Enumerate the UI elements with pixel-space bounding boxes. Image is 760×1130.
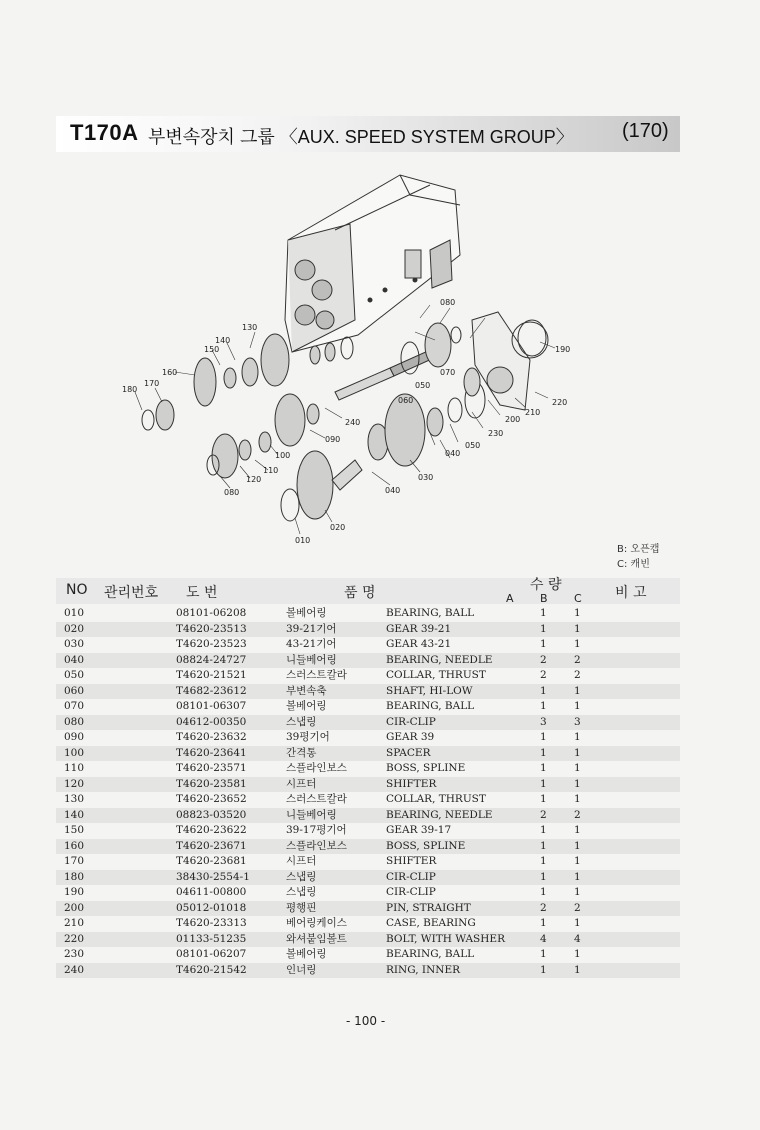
row-qty-c: 1 (574, 886, 581, 898)
row-qty-c: 2 (574, 901, 581, 914)
header-quantity: 수 량 (530, 577, 562, 593)
row-name-kr: 니들베어링 (286, 653, 337, 666)
table-row (56, 963, 680, 979)
row-no: 070 (64, 700, 85, 712)
row-part-number: T4620-23671 (176, 839, 247, 852)
row-qty-b: 1 (540, 824, 547, 836)
callout-050-right: 050 (465, 441, 481, 450)
row-qty-c: 2 (574, 669, 581, 681)
row-qty-b: 1 (540, 731, 547, 743)
row-qty-b: 1 (540, 746, 547, 759)
row-part-number: 04612-00350 (176, 715, 247, 728)
callout-230: 230 (488, 429, 504, 438)
row-qty-b: 1 (540, 793, 547, 805)
row-qty-b: 1 (540, 700, 547, 712)
callout-050-top: 050 (415, 381, 431, 390)
row-qty-b: 1 (540, 684, 547, 697)
row-part-number: T4620-21542 (176, 963, 247, 976)
row-name-en: CIR-CLIP (386, 886, 436, 898)
row-no: 140 (64, 808, 85, 821)
row-name-en: RING, INNER (386, 963, 461, 976)
row-name-en: CASE, BEARING (386, 917, 476, 929)
row-part-number: T4620-23581 (176, 777, 247, 790)
row-no: 130 (64, 793, 85, 805)
table-row (56, 699, 680, 715)
row-part-number: T4620-23313 (176, 917, 247, 929)
row-part-number: 08101-06307 (176, 700, 247, 712)
row-part-number: 04611-00800 (176, 886, 247, 898)
row-name-kr: 스냅링 (286, 870, 317, 883)
row-part-number: T4682-23612 (176, 684, 247, 697)
row-name-en: COLLAR, THRUST (386, 793, 486, 805)
row-no: 020 (64, 622, 85, 635)
table-row (56, 885, 680, 901)
row-name-en: CIR-CLIP (386, 870, 436, 883)
page-number: - 100 - (346, 1014, 386, 1028)
row-qty-b: 2 (540, 901, 547, 914)
row-qty-b: 1 (540, 622, 547, 635)
row-no: 150 (64, 824, 85, 836)
row-qty-b: 1 (540, 762, 547, 774)
header-part-name: 품 명 (344, 585, 376, 601)
table-row (56, 668, 680, 684)
row-no: 050 (64, 669, 85, 681)
table-row (56, 823, 680, 839)
table-row (56, 916, 680, 932)
row-qty-b: 1 (540, 963, 547, 976)
table-row (56, 808, 680, 824)
row-name-kr: 39-21기어 (286, 622, 337, 635)
row-qty-b: 1 (540, 855, 547, 867)
callout-070: 070 (440, 368, 456, 377)
row-name-en: SHIFTER (386, 855, 437, 867)
row-no: 160 (64, 839, 85, 852)
row-name-en: GEAR 43-21 (386, 638, 452, 650)
row-name-kr: 볼베어링 (286, 948, 327, 960)
row-name-en: BEARING, BALL (386, 700, 475, 712)
table-row (56, 637, 680, 653)
table-row (56, 730, 680, 746)
row-name-en: SPACER (386, 746, 431, 759)
row-qty-c: 1 (574, 700, 581, 712)
table-row (56, 839, 680, 855)
header-no: NO (66, 582, 88, 598)
row-name-kr: 스냅링 (286, 886, 317, 898)
row-part-number: 38430-2554-1 (176, 870, 250, 883)
row-part-number: 05012-01018 (176, 901, 247, 914)
row-no: 120 (64, 777, 85, 790)
row-name-kr: 와셔붙임볼트 (286, 932, 347, 945)
row-name-kr: 스러스트칼라 (286, 669, 347, 681)
table-row (56, 746, 680, 762)
callout-140: 140 (215, 336, 231, 345)
row-qty-b: 1 (540, 839, 547, 852)
row-part-number: T4620-23571 (176, 762, 247, 774)
row-no: 040 (64, 653, 85, 666)
row-qty-c: 1 (574, 824, 581, 836)
table-row (56, 777, 680, 793)
row-part-number: 08101-06208 (176, 607, 247, 619)
row-qty-c: 1 (574, 607, 581, 619)
row-name-en: GEAR 39-17 (386, 824, 452, 836)
row-name-kr: 니들베어링 (286, 808, 337, 821)
row-name-kr: 스플라인보스 (286, 762, 347, 774)
row-no: 230 (64, 948, 85, 960)
callout-120: 120 (246, 475, 262, 484)
row-name-en: BOSS, SPLINE (386, 762, 466, 774)
row-qty-c: 1 (574, 746, 581, 759)
bearing-case (472, 312, 548, 410)
row-part-number: 01133-51235 (176, 932, 247, 945)
row-qty-c: 1 (574, 622, 581, 635)
row-name-en: BEARING, BALL (386, 948, 475, 960)
row-part-number: T4620-23681 (176, 855, 247, 867)
legend-c: C: 캐빈 (617, 559, 650, 570)
callout-150: 150 (204, 345, 220, 354)
row-name-en: SHAFT, HI-LOW (386, 684, 473, 697)
row-part-number: 08823-03520 (176, 808, 247, 821)
table-row (56, 761, 680, 777)
callout-170: 170 (144, 379, 160, 388)
row-no: 190 (64, 886, 85, 898)
row-name-en: BOLT, WITH WASHER (386, 932, 505, 945)
exploded-parts-diagram (100, 160, 620, 560)
row-name-kr: 인너링 (286, 963, 317, 976)
header-qty-c: C (574, 592, 582, 605)
row-name-en: BOSS, SPLINE (386, 839, 466, 852)
row-no: 010 (64, 607, 85, 619)
table-row (56, 932, 680, 948)
row-qty-b: 1 (540, 917, 547, 929)
row-qty-c: 1 (574, 948, 581, 960)
row-qty-b: 2 (540, 808, 547, 821)
callout-090: 090 (325, 435, 341, 444)
page-code: (170) (622, 120, 669, 142)
row-part-number: T4620-23641 (176, 746, 247, 759)
row-part-number: T4620-23513 (176, 622, 247, 635)
row-no: 030 (64, 638, 85, 650)
row-qty-b: 1 (540, 638, 547, 650)
table-row (56, 622, 680, 638)
row-no: 180 (64, 870, 85, 883)
callout-210: 210 (525, 408, 541, 417)
table-row (56, 715, 680, 731)
row-part-number: T4620-23622 (176, 824, 247, 836)
row-no: 060 (64, 684, 85, 697)
callout-010: 010 (295, 536, 311, 545)
table-row (56, 606, 680, 622)
row-no: 200 (64, 901, 85, 914)
header-remarks: 비 고 (615, 585, 647, 601)
row-qty-b: 1 (540, 777, 547, 790)
callout-040-bottom: 040 (385, 486, 401, 495)
row-qty-b: 1 (540, 607, 547, 619)
table-row (56, 901, 680, 917)
callout-080-bottom: 080 (224, 488, 240, 497)
row-qty-c: 1 (574, 917, 581, 929)
callout-240: 240 (345, 418, 361, 427)
page-title: 부변속장치 그룹 〈AUX. SPEED SYSTEM GROUP〉 (148, 127, 574, 147)
row-name-kr: 스플라인보스 (286, 839, 347, 852)
callout-080-top: 080 (440, 298, 456, 307)
row-qty-c: 1 (574, 870, 581, 883)
row-qty-c: 2 (574, 653, 581, 666)
legend (617, 542, 659, 572)
row-qty-c: 1 (574, 638, 581, 650)
callout-190: 190 (555, 345, 571, 354)
row-name-en: GEAR 39 (386, 731, 435, 743)
row-no: 170 (64, 855, 85, 867)
row-qty-b: 3 (540, 715, 547, 728)
row-qty-b: 1 (540, 948, 547, 960)
row-name-en: PIN, STRAIGHT (386, 901, 471, 914)
table-row (56, 684, 680, 700)
header-drawing-no: 도 번 (186, 585, 218, 601)
callout-020: 020 (330, 523, 346, 532)
row-part-number: 08824-24727 (176, 653, 247, 666)
row-name-en: BEARING, BALL (386, 607, 475, 619)
row-name-en: BEARING, NEEDLE (386, 653, 493, 666)
callout-220: 220 (552, 398, 568, 407)
row-name-en: BEARING, NEEDLE (386, 808, 493, 821)
callout-160: 160 (162, 368, 178, 377)
row-no: 240 (64, 963, 85, 976)
callout-130: 130 (242, 323, 258, 332)
row-qty-c: 1 (574, 839, 581, 852)
parts-table (56, 606, 680, 978)
table-row (56, 870, 680, 886)
row-name-kr: 39-17평기어 (286, 824, 347, 836)
row-qty-b: 4 (540, 932, 547, 945)
table-row (56, 792, 680, 808)
callout-200: 200 (505, 415, 521, 424)
row-name-kr: 볼베어링 (286, 700, 327, 712)
row-qty-c: 1 (574, 963, 581, 976)
table-row (56, 854, 680, 870)
callout-180: 180 (122, 385, 138, 394)
row-qty-b: 1 (540, 870, 547, 883)
row-name-en: CIR-CLIP (386, 715, 436, 728)
legend-b: B: 오픈캡 (617, 544, 660, 555)
header-mgmt-no: 관리번호 (104, 585, 159, 601)
row-qty-c: 1 (574, 793, 581, 805)
row-qty-c: 1 (574, 762, 581, 774)
left-gear-cluster (142, 334, 353, 430)
row-qty-c: 1 (574, 684, 581, 697)
row-qty-c: 1 (574, 855, 581, 867)
row-part-number: T4620-23632 (176, 731, 247, 743)
row-qty-c: 1 (574, 777, 581, 790)
row-name-kr: 간격통 (286, 746, 317, 759)
callout-040-right: 040 (445, 449, 461, 458)
row-name-kr: 43-21기어 (286, 638, 337, 650)
row-no: 100 (64, 746, 85, 759)
row-qty-c: 2 (574, 808, 581, 821)
row-qty-c: 1 (574, 731, 581, 743)
row-part-number: T4620-23652 (176, 793, 247, 805)
callout-060: 060 (398, 396, 414, 405)
row-part-number: T4620-21521 (176, 669, 247, 681)
row-name-en: COLLAR, THRUST (386, 669, 486, 681)
row-name-en: GEAR 39-21 (386, 622, 452, 635)
callout-030: 030 (418, 473, 434, 482)
table-row (56, 653, 680, 669)
row-name-kr: 39평기어 (286, 731, 330, 743)
row-name-kr: 스냅링 (286, 715, 317, 728)
row-name-en: SHIFTER (386, 777, 437, 790)
row-part-number: T4620-23523 (176, 638, 247, 650)
row-qty-c: 3 (574, 715, 581, 728)
row-name-kr: 볼베어링 (286, 607, 327, 619)
row-qty-b: 1 (540, 886, 547, 898)
callout-110: 110 (263, 466, 279, 475)
row-qty-b: 2 (540, 653, 547, 666)
header-qty-b: B (540, 592, 548, 605)
row-no: 090 (64, 731, 85, 743)
row-part-number: 08101-06207 (176, 948, 247, 960)
row-no: 220 (64, 932, 85, 945)
row-no: 210 (64, 917, 85, 929)
row-name-kr: 베어링케이스 (286, 917, 347, 929)
row-name-kr: 시프터 (286, 777, 317, 790)
row-qty-b: 2 (540, 669, 547, 681)
row-name-kr: 평행핀 (286, 901, 317, 914)
row-no: 110 (64, 762, 85, 774)
header-qty-a: A (506, 592, 514, 605)
table-row (56, 947, 680, 963)
row-qty-c: 4 (574, 932, 581, 945)
callout-100: 100 (275, 451, 291, 460)
row-name-kr: 부변속축 (286, 684, 327, 697)
row-no: 080 (64, 715, 85, 728)
row-name-kr: 스러스트칼라 (286, 793, 347, 805)
model-code: T170A (70, 120, 139, 145)
row-name-kr: 시프터 (286, 855, 317, 867)
